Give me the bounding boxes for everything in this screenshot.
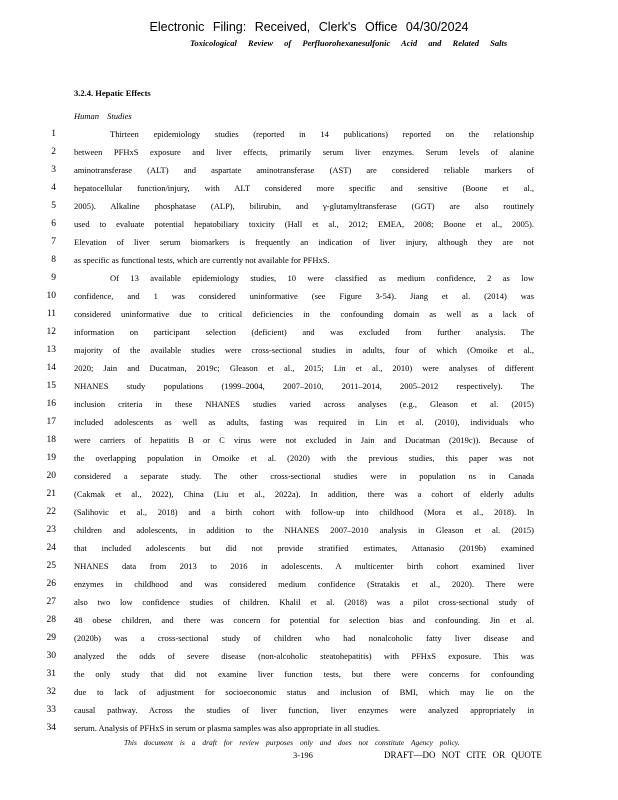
text-line: included adolescents as well as adults, fasting was required in Lin et al. (2010), individuals who <box>74 417 534 427</box>
line-number: 28 <box>46 615 56 625</box>
line-number: 22 <box>46 507 56 517</box>
text-line: confidence, and 1 was considered uninformative (see Figure 3-54). Jiang et al. (2014) was <box>74 291 534 301</box>
text-line: analyzed the odds of severe disease (non-alcoholic steatohepatitis) with PFHxS exposure. This was <box>74 651 534 661</box>
text-line: NHANES data from 2013 to 2016 in adolescents. A multicenter birth cohort examined liver <box>74 561 534 571</box>
line-number: 6 <box>51 219 56 229</box>
line-number: 4 <box>51 183 56 193</box>
line-number: 30 <box>46 651 56 661</box>
footer-disclaimer: This document is a draft for review purposes only and does not constitute Agency policy. <box>124 738 460 747</box>
text-line: aminotransferase (ALT) and aspartate aminotransferase (AST) are considered reliable markers of <box>74 165 534 175</box>
text-line: serum. Analysis of PFHxS in serum or plasma samples was also appropriate in all studies. <box>74 723 380 733</box>
line-number: 16 <box>46 399 56 409</box>
text-line: (Salihovic et al., 2018) and a birth cohort with follow-up into childhood (Mora et al., 2018). In <box>74 507 534 517</box>
draft-label: DRAFT—DO NOT CITE OR QUOTE <box>384 750 542 760</box>
section-title: 3.2.4. Hepatic Effects <box>74 88 151 98</box>
text-line: enzymes in childhood and was considered medium confidence (Stratakis et al., 2020). There were <box>74 579 534 589</box>
text-line: also two low confidence studies of children. Khalil et al. (2018) was a pilot cross-sectional study of <box>74 597 534 607</box>
line-number: 11 <box>46 309 56 319</box>
line-number: 13 <box>46 345 56 355</box>
page-number: 3-196 <box>293 750 313 760</box>
text-line: Thirteen epidemiology studies (reported in 14 publications) reported on the relationship <box>110 129 534 139</box>
line-number: 33 <box>46 705 56 715</box>
document-title: Toxicological Review of Perfluorohexanesulfonic Acid and Related Salts <box>190 38 508 48</box>
text-line: information on participant selection (deficient) and was excluded from further analysis. The <box>74 327 534 337</box>
text-line: (Cakmak et al., 2022), China (Liu et al., 2022a). In addition, there was a cohort of elderly adults <box>74 489 534 499</box>
subsection-title: Human Studies <box>74 111 132 121</box>
line-number: 3 <box>51 165 56 175</box>
text-line: 48 obese children, and there was concern for potential for selection bias and confounding. Jin et al. <box>74 615 534 625</box>
text-line: children and adolescents, in addition to the NHANES 2007–2010 analysis in Gleason et al. (2015) <box>74 525 534 535</box>
text-line: that included adolescents but did not provide stratified estimates, Attanasio (2019b) examined <box>74 543 534 553</box>
line-number: 34 <box>46 723 56 733</box>
text-line: majority of the available studies were cross-sectional studies in adults, four of which (Omoike et al., <box>74 345 534 355</box>
text-line: due to lack of adjustment for socioeconomic status and inclusion of BMI, which may lie on the <box>74 687 534 697</box>
line-number: 18 <box>46 435 56 445</box>
text-line: NHANES study populations (1999–2004, 2007–2010, 2011–2014, 2005–2012 respectively). The <box>74 381 534 391</box>
line-number: 10 <box>46 291 56 301</box>
line-number: 2 <box>51 147 56 157</box>
line-number: 20 <box>46 471 56 481</box>
line-number: 17 <box>46 417 56 427</box>
line-number: 29 <box>46 633 56 643</box>
line-number: 9 <box>51 273 56 283</box>
text-line: between PFHxS exposure and liver effects, primarily serum liver enzymes. Serum levels of alanine <box>74 147 534 157</box>
line-number: 5 <box>51 201 56 211</box>
text-line: Of 13 available epidemiology studies, 10 were classified as medium confidence, 2 as low <box>110 273 534 283</box>
line-number: 1 <box>51 129 56 139</box>
text-line: Elevation of liver serum biomarkers is frequently an indication of liver injury, although they are not <box>74 237 534 247</box>
line-number: 26 <box>46 579 56 589</box>
line-number: 32 <box>46 687 56 697</box>
text-line: the overlapping population in Omoike et al. (2020) with the previous studies, this paper was not <box>74 453 534 463</box>
text-line: inclusion criteria in these NHANES studies varied across analyses (e.g., Gleason et al. (2015) <box>74 399 534 409</box>
line-number: 14 <box>46 363 56 373</box>
line-number: 21 <box>46 489 56 499</box>
text-line: causal pathway. Across the studies of liver function, liver enzymes were analyzed appropriately in <box>74 705 534 715</box>
line-number: 27 <box>46 597 56 607</box>
text-line: used to evaluate potential hepatobiliary toxicity (Hall et al., 2012; EMEA, 2008; Boone et al., 2005). <box>74 219 534 229</box>
line-number: 19 <box>46 453 56 463</box>
text-line: 2020; Jain and Ducatman, 2019c; Gleason et al., 2015; Lin et al., 2010) were analyses of different <box>74 363 534 373</box>
text-line: the only study that did not examine liver function tests, but there were concerns for confounding <box>74 669 534 679</box>
text-line: considered uninformative due to critical deficiencies in the confounding domain as well as a lack of <box>74 309 534 319</box>
line-number: 12 <box>46 327 56 337</box>
line-number: 31 <box>46 669 56 679</box>
text-line: considered a separate study. The other cross-sectional studies were in population ns in Canada <box>74 471 534 481</box>
text-line: as specific as functional tests, which are currently not available for PFHxS. <box>74 255 330 265</box>
page-header: Electronic Filing: Received, Clerk's Office 04/30/2024 <box>149 20 469 34</box>
text-line: hepatocellular function/injury, with ALT considered more specific and sensitive (Boone et al., <box>74 183 534 193</box>
line-number: 8 <box>51 255 56 265</box>
line-number: 23 <box>46 525 56 535</box>
text-line: (2020b) was a cross-sectional study of children who had nonalcoholic fatty liver disease and <box>74 633 534 643</box>
line-number: 7 <box>51 237 56 247</box>
line-number: 15 <box>46 381 56 391</box>
line-number: 25 <box>46 561 56 571</box>
text-line: were carriers of hepatitis B or C virus were not excluded in Jain and Ducatman (2019c)). Because of <box>74 435 534 445</box>
text-line: 2005). Alkaline phosphatase (ALP), bilirubin, and γ-glutamyltransferase (GGT) are also routinely <box>74 201 534 211</box>
line-number: 24 <box>46 543 56 553</box>
